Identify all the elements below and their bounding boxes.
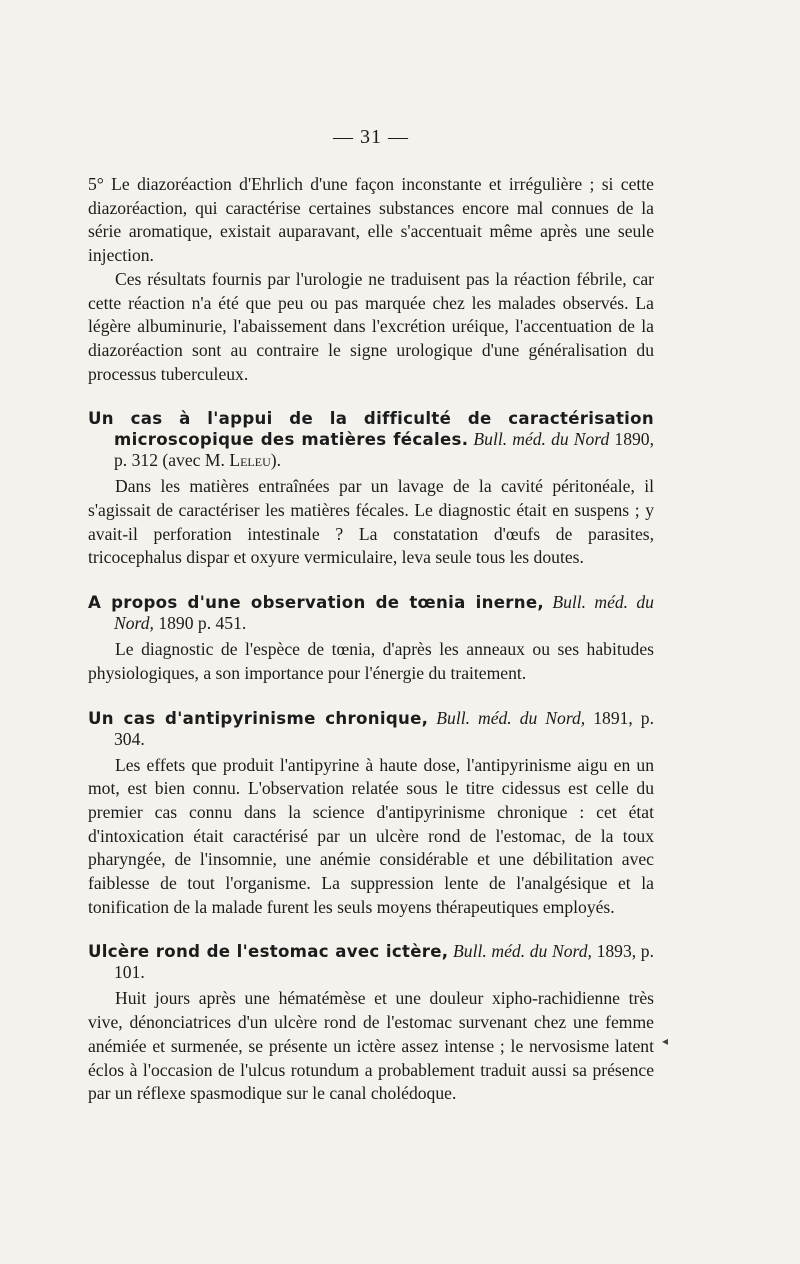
section-1-title: Un cas à l'appui de la difficulté de caractérisation microscopique des matières fécales. [88,409,654,450]
page-number: — 31 — [333,126,409,148]
section-1-body: Dans les matières entraînées par un lavage de la cavité péritonéale, il s'agissait de caractériser les matières fécales. Le diagnostic était en suspens ; y avait-il perforation intestinale ? La constatation d'œufs de parasites, tricocephalus dispar et oxyure vermiculaire, leva seule tous les doutes. [88,476,654,568]
intro-paragraph-1: 5° Le diazoréaction d'Ehrlich d'une façon inconstante et irrégulière ; si cette diazoréaction, qui caractérise certaines substances encore mal connues de la série aromatique, existait auparavant, elle s'accentuait même après une seule injection. [88,174,654,266]
section-4 [88,941,654,1106]
section-3 [88,708,654,920]
page-content [88,126,654,1106]
section-3-body: Les effets que produit l'antipyrine à haute dose, l'antipyrinisme aigu en un mot, est bien connu. L'observation relatée sous le titre cidessus est celle du premier cas connu dans la science d'antipyrinisme chronique : cet état d'intoxication était caractérisé par un ulcère rond de l'estomac, de la toux pharyngée, de l'insomnie, une anémie considérable et une débilitation avec faiblesse de tout l'organisme. La suppression lente de l'analgésique et la tonification de la malade furent les seuls moyens thérapeutiques employés. [88,754,654,917]
section-1-year-page: 1890, p. 312 [114,429,654,471]
section-3-heading [88,708,654,750]
section-4-year-page: 1893, p. 101. [114,941,654,983]
section-1-author-prefix: (avec M. [162,450,225,471]
section-1-author-suffix: ). [270,450,281,471]
section-4-body: Huit jours après une hématémèse et une douleur xipho-rachidienne très vive, dénonciatrices d'un ulcère rond de l'estomac survenant chez une femme anémiée et surmenée, se présente un ictère assez intense ; le nervosisme latent éclos à l'occasion de l'ulcus rotundum a probablement traduit aussi sa présence par un réflexe spasmodique sur le canal cholédoque. [88,988,654,1104]
section-2-heading [88,592,654,634]
section-1-heading [88,408,654,471]
section-3-title: Un cas d'antipyrinisme chronique, [88,708,429,728]
margin-arrow-icon: ◂ [662,1034,669,1048]
intro-paragraph-2: Ces résultats fournis par l'urologie ne traduisent pas la réaction fébrile, car cette réaction n'a été que peu ou pas marquée chez les malades observés. La légère albuminurie, l'abaissement dans l'excrétion uréique, l'accentuation de la diazoréaction sont au contraire le signe urologique d'une généralisation du processus tuberculeux. [88,268,654,384]
section-4-journal: Bull. méd. du Nord, [453,941,592,962]
section-4-title: Ulcère rond de l'estomac avec ictère, [88,942,449,962]
section-1-journal: Bull. méd. du Nord [473,429,610,450]
section-1-author-name: Leleu [229,450,271,471]
section-3-year-page: 1891, p. 304. [114,707,654,749]
section-2 [88,592,654,685]
section-3-journal: Bull. méd. du Nord, [436,707,586,728]
section-4-heading [88,941,654,983]
section-2-body: Le diagnostic de l'espèce de tœnia, d'après les anneaux ou ses habitudes physiologiques, a son importance pour l'énergie du traitement. [88,639,654,683]
section-2-journal: Bull. méd. du Nord, [114,592,654,634]
section-2-title: A propos d'une observation de tœnia inerne, [88,593,545,613]
section-1 [88,408,654,570]
section-2-year-page: 1890 p. 451. [158,613,247,634]
